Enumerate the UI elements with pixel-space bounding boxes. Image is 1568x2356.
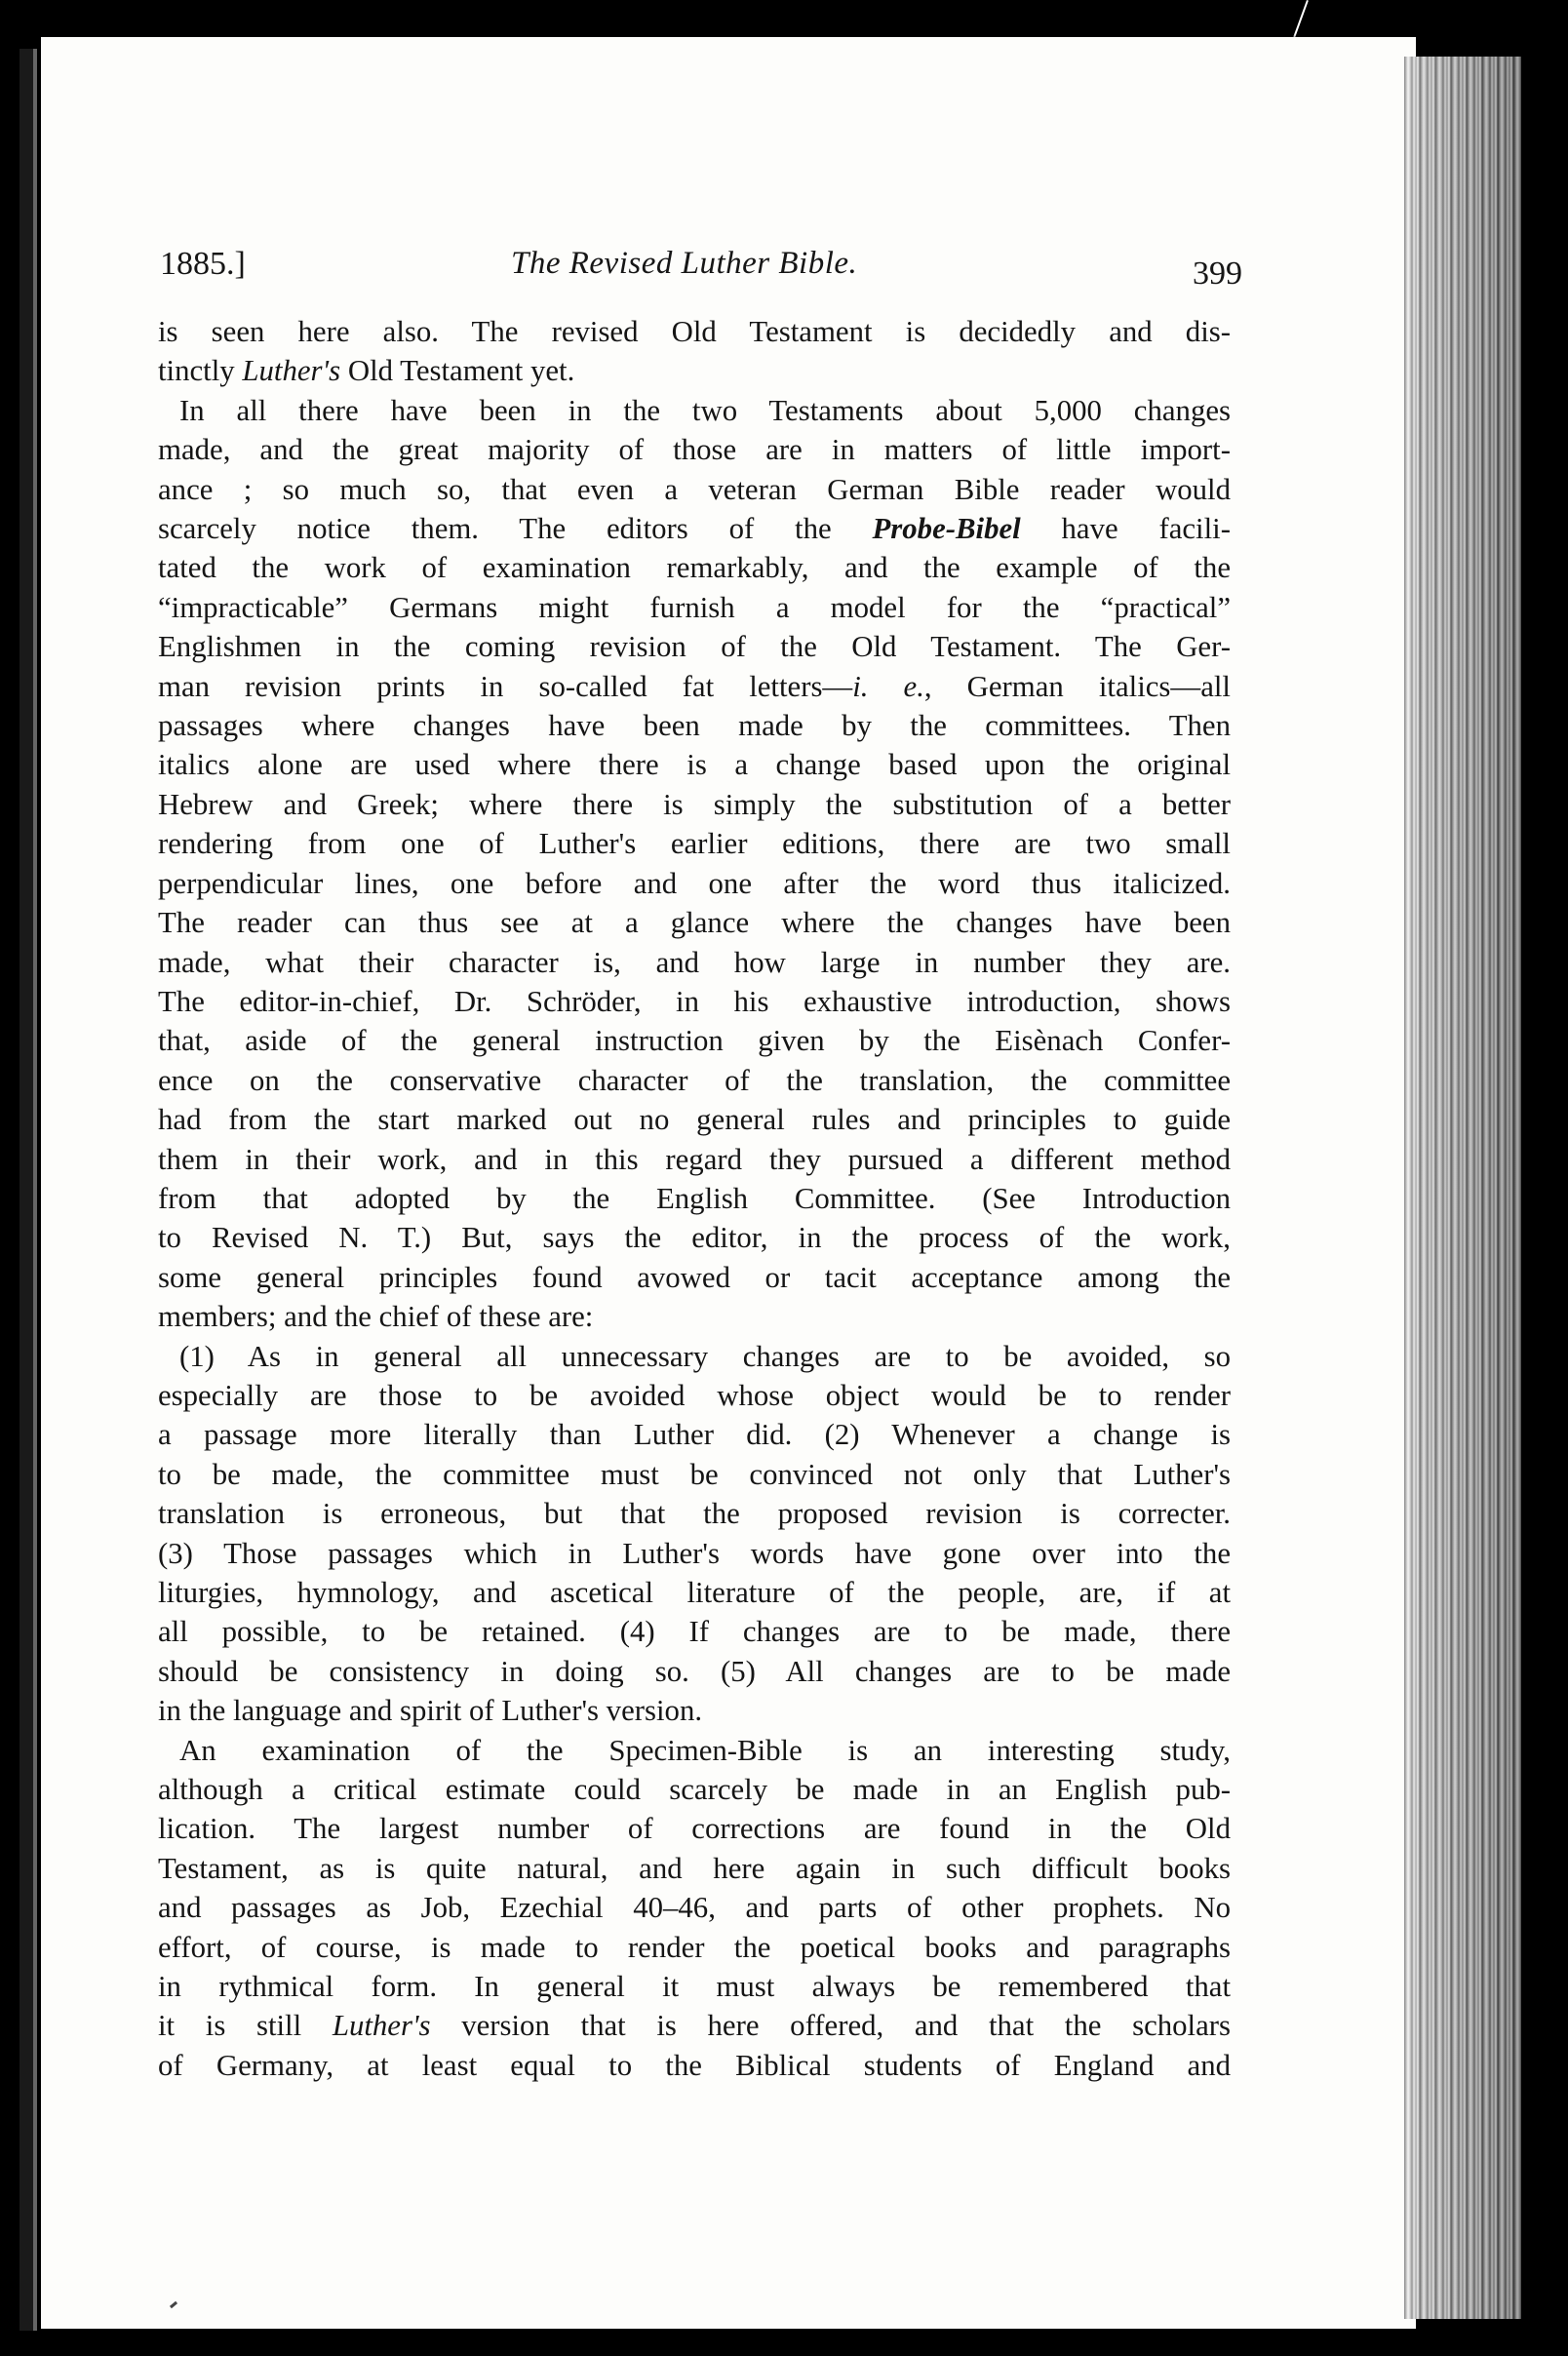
text-segment: made, and the great majority of those are in matters of little import- <box>158 433 1231 467</box>
text-line <box>158 1021 1231 1060</box>
text-segment: especially are those to be avoided whose object would be to render <box>158 1378 1231 1412</box>
text-line <box>158 903 1231 942</box>
text-segment: of Germany, at least equal to the Biblical students of England and <box>158 2048 1231 2082</box>
text-line <box>158 548 1231 587</box>
text-segment: scarcely notice them. The editors of the <box>158 512 873 546</box>
text-line <box>158 1534 1231 1573</box>
text-segment: version that is here offered, and that the scholars <box>430 2009 1232 2043</box>
text-segment: ence on the conservative character of the translation, the committee <box>158 1063 1231 1097</box>
text-segment: all possible, to be retained. (4) If changes are to be made, there <box>158 1615 1231 1649</box>
text-segment: should be consistency in doing so. (5) All changes are to be made <box>158 1654 1231 1688</box>
text-line <box>158 351 1231 390</box>
text-segment: in rythmical form. In general it must always be remembered that <box>158 1970 1231 2004</box>
text-segment: (3) Those passages which in Luther's words have gone over into the <box>158 1536 1231 1570</box>
text-segment: them in their work, and in this regard they pursued a different method <box>158 1142 1231 1176</box>
text-line <box>158 588 1231 627</box>
text-line <box>158 1337 1231 1376</box>
text-segment: The reader can thus see at a glance where the changes have been <box>158 906 1231 940</box>
text-segment: rendering from one of Luther's earlier editions, there are two small <box>158 827 1231 861</box>
text-line <box>158 1258 1231 1297</box>
text-line <box>158 1573 1231 1612</box>
text-segment: An examination of the Specimen-Bible is an interesting study, <box>179 1733 1231 1767</box>
corner-crease-mark <box>1293 0 1309 37</box>
italic-term: i. e. <box>852 669 924 703</box>
text-segment: members; and the chief of these are: <box>158 1300 594 1334</box>
header-year: 1885.] <box>160 246 246 282</box>
book-binding-edge <box>20 49 33 2331</box>
text-segment: to Revised N. T.) But, says the editor, in the process of the work, <box>158 1221 1231 1255</box>
page-number: 399 <box>1193 255 1242 292</box>
text-line <box>158 1967 1231 2006</box>
text-segment: from that adopted by the English Committee. (See Introduction <box>158 1181 1231 1215</box>
text-segment: Old Testament yet. <box>340 354 575 388</box>
text-line <box>158 667 1231 706</box>
text-line <box>158 1494 1231 1533</box>
text-segment: a passage more literally than Luther did. (2) Whenever a change is <box>158 1418 1231 1452</box>
text-segment: italics alone are used where there is a change based upon the original <box>158 748 1231 782</box>
text-line <box>158 943 1231 982</box>
text-segment: “impracticable” Germans might furnish a model for the “practical” <box>158 590 1231 624</box>
text-line <box>158 2006 1231 2045</box>
text-line <box>158 1691 1231 1730</box>
italic-term: Luther's <box>332 2009 431 2043</box>
text-segment: in the language and spirit of Luther's version. <box>158 1694 703 1728</box>
running-header <box>160 246 1242 304</box>
text-line <box>158 1731 1231 1770</box>
text-line <box>158 1415 1231 1454</box>
text-segment: Testament, as is quite natural, and here again in such difficult books <box>158 1851 1231 1885</box>
text-line <box>158 1928 1231 1967</box>
text-line <box>158 1809 1231 1848</box>
italic-term: Probe-Bibel <box>872 512 1021 546</box>
page-stack-shading <box>1404 57 1521 2319</box>
text-segment: translation is erroneous, but that the proposed revision is correcter. <box>158 1497 1231 1531</box>
text-line <box>158 391 1231 430</box>
text-line <box>158 706 1231 745</box>
text-segment: is seen here also. The revised Old Testament is decidedly and dis- <box>158 315 1231 348</box>
body-text <box>158 312 1231 2085</box>
text-segment: tinctly <box>158 354 243 388</box>
text-segment: man revision prints in so-called fat letters— <box>158 669 853 703</box>
text-line <box>158 1652 1231 1691</box>
text-line <box>158 2046 1231 2085</box>
text-segment: , German italics—all <box>923 669 1231 703</box>
text-segment: some general principles found avowed or tacit acceptance among the <box>158 1260 1231 1294</box>
text-segment: liturgies, hymnology, and ascetical literature of the people, are, if at <box>158 1576 1231 1609</box>
text-line <box>158 1218 1231 1257</box>
text-line <box>158 627 1231 666</box>
text-segment: that, aside of the general instruction given by the Eisènach Confer- <box>158 1024 1231 1058</box>
text-line <box>158 1612 1231 1651</box>
text-segment: had from the start marked out no general rules and principles to guide <box>158 1103 1231 1137</box>
text-line <box>158 1140 1231 1179</box>
text-segment: and passages as Job, Ezechial 40–46, and parts of other prophets. No <box>158 1891 1231 1925</box>
text-line <box>158 1376 1231 1415</box>
text-line <box>158 1888 1231 1927</box>
text-line <box>158 824 1231 863</box>
text-segment: (1) As in general all unnecessary changes are to be avoided, so <box>179 1339 1231 1373</box>
text-line <box>158 430 1231 469</box>
text-line <box>158 470 1231 509</box>
text-segment: to be made, the committee must be convinced not only that Luther's <box>158 1457 1231 1491</box>
text-line <box>158 1770 1231 1809</box>
text-line <box>158 1179 1231 1218</box>
text-segment: made, what their character is, and how large in number they are. <box>158 945 1231 979</box>
text-segment: The editor-in-chief, Dr. Schröder, in his exhaustive introduction, shows <box>158 984 1231 1018</box>
text-line <box>158 745 1231 784</box>
text-segment: lication. The largest number of corrections are found in the Old <box>158 1812 1231 1846</box>
text-segment: Englishmen in the coming revision of the Old Testament. The Ger- <box>158 630 1231 664</box>
text-line <box>158 982 1231 1021</box>
text-line <box>158 1100 1231 1139</box>
italic-term: Luther's <box>242 354 341 388</box>
text-line <box>158 1455 1231 1494</box>
text-segment: although a critical estimate could scarcely be made in an English pub- <box>158 1773 1231 1807</box>
text-segment: have facili- <box>1020 512 1231 546</box>
text-segment: passages where changes have been made by the committees. Then <box>158 709 1231 743</box>
text-segment: effort, of course, is made to render the poetical books and paragraphs <box>158 1930 1231 1964</box>
text-segment: perpendicular lines, one before and one after the word thus italicized. <box>158 866 1231 900</box>
text-segment: tated the work of examination remarkably, and the example of the <box>158 551 1231 585</box>
text-segment: it is still <box>158 2009 333 2043</box>
text-line <box>158 1061 1231 1100</box>
text-line <box>158 312 1231 351</box>
text-segment: ance ; so much so, that even a veteran German Bible reader would <box>158 472 1231 506</box>
text-segment: Hebrew and Greek; where there is simply the substitution of a better <box>158 787 1231 821</box>
text-line <box>158 864 1231 903</box>
text-line <box>158 1297 1231 1336</box>
text-line <box>158 1849 1231 1888</box>
text-line <box>158 509 1231 548</box>
text-segment: In all there have been in the two Testaments about 5,000 changes <box>179 393 1231 427</box>
text-line <box>158 785 1231 824</box>
header-running-title: The Revised Luther Bible. <box>511 246 858 281</box>
